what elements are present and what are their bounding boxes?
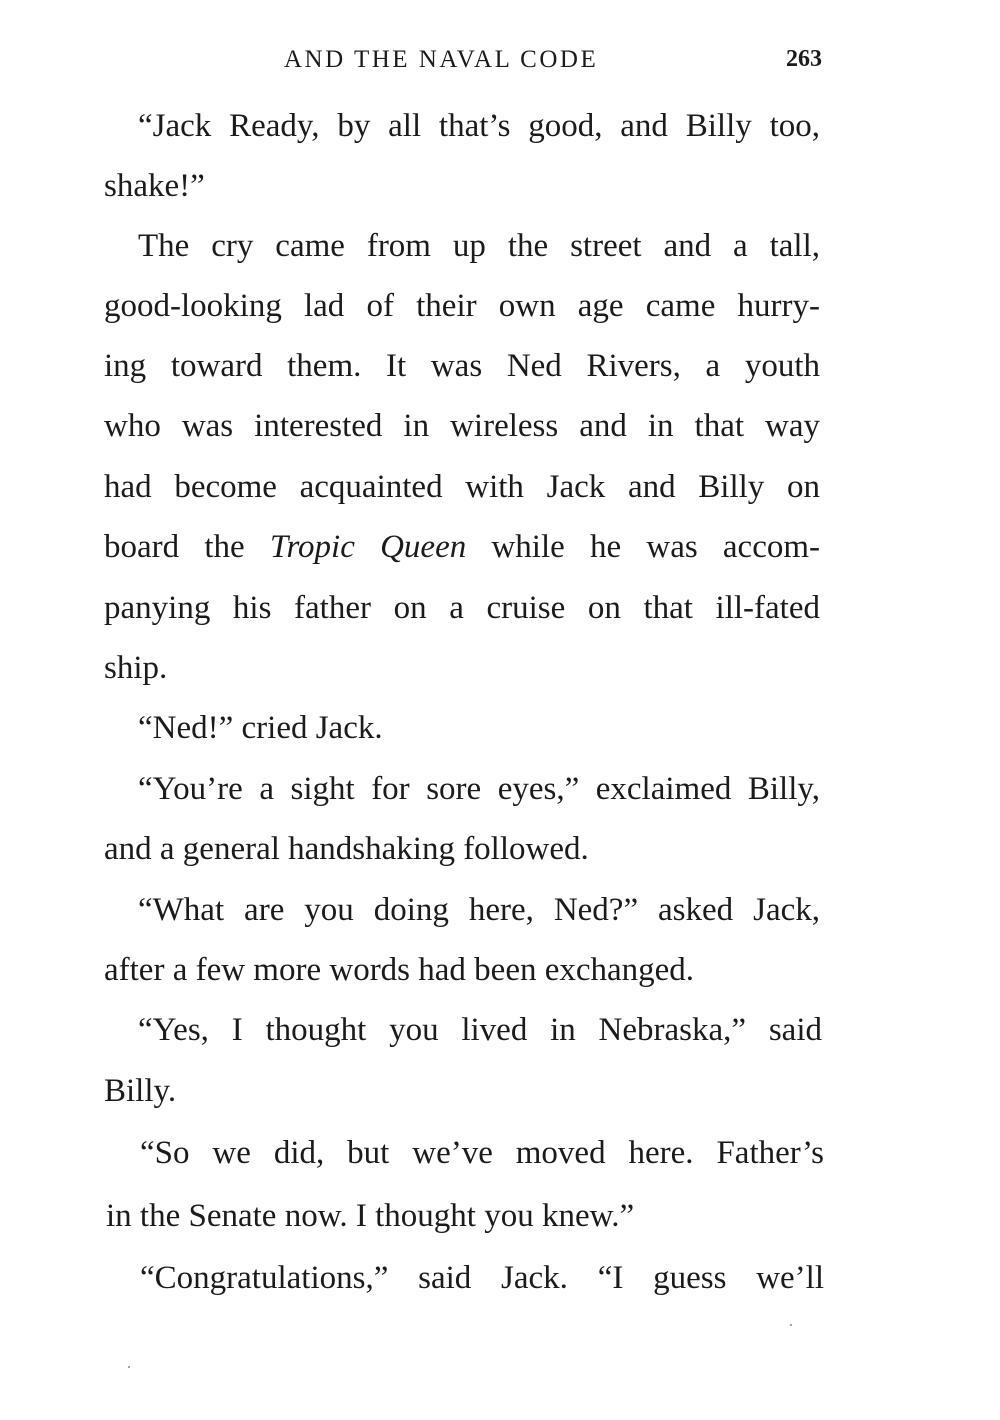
text-line: “Congratulations,” said Jack. “I guess we’ll	[140, 1260, 824, 1296]
text-line: in the Senate now. I thought you knew.”	[106, 1198, 635, 1234]
text-line: “You’re a sight for sore eyes,” exclaimed Billy,	[138, 771, 820, 807]
text-line: The cry came from up the street and a tall,	[138, 228, 820, 264]
text-line: “Jack Ready, by all that’s good, and Billy too,	[138, 108, 820, 144]
ship-name: Tropic Queen	[269, 529, 467, 565]
text-line	[104, 531, 820, 564]
scan-speck	[128, 1366, 130, 1368]
scan-speck	[790, 1324, 792, 1326]
text-line: who was interested in wireless and in that way	[104, 408, 820, 444]
text-line: and a general handshaking followed.	[104, 831, 589, 867]
text-line: “Yes, I thought you lived in Nebraska,” said	[138, 1012, 822, 1048]
text-line: “What are you doing here, Ned?” asked Jack,	[138, 892, 820, 928]
text-line: shake!”	[104, 168, 205, 204]
text-line: after a few more words had been exchanged.	[104, 952, 695, 988]
page-number: 263	[786, 46, 822, 72]
text-line: “So we did, but we’ve moved here. Father’s	[140, 1135, 824, 1171]
text-line: ship.	[104, 650, 168, 686]
running-header	[104, 46, 822, 82]
text-line: had become acquainted with Jack and Billy on	[104, 469, 820, 505]
text-line: good-looking lad of their own age came hurry-	[104, 288, 820, 324]
running-title: AND THE NAVAL CODE	[284, 46, 599, 73]
text-line: “Ned!” cried Jack.	[138, 710, 383, 746]
text-line: panying his father on a cruise on that ill-fated	[104, 590, 820, 626]
text-segment: board the	[104, 529, 270, 565]
text-line: ing toward them. It was Ned Rivers, a youth	[104, 348, 820, 384]
text-segment: while he was accom-	[466, 529, 821, 565]
text-line: Billy.	[104, 1073, 177, 1109]
